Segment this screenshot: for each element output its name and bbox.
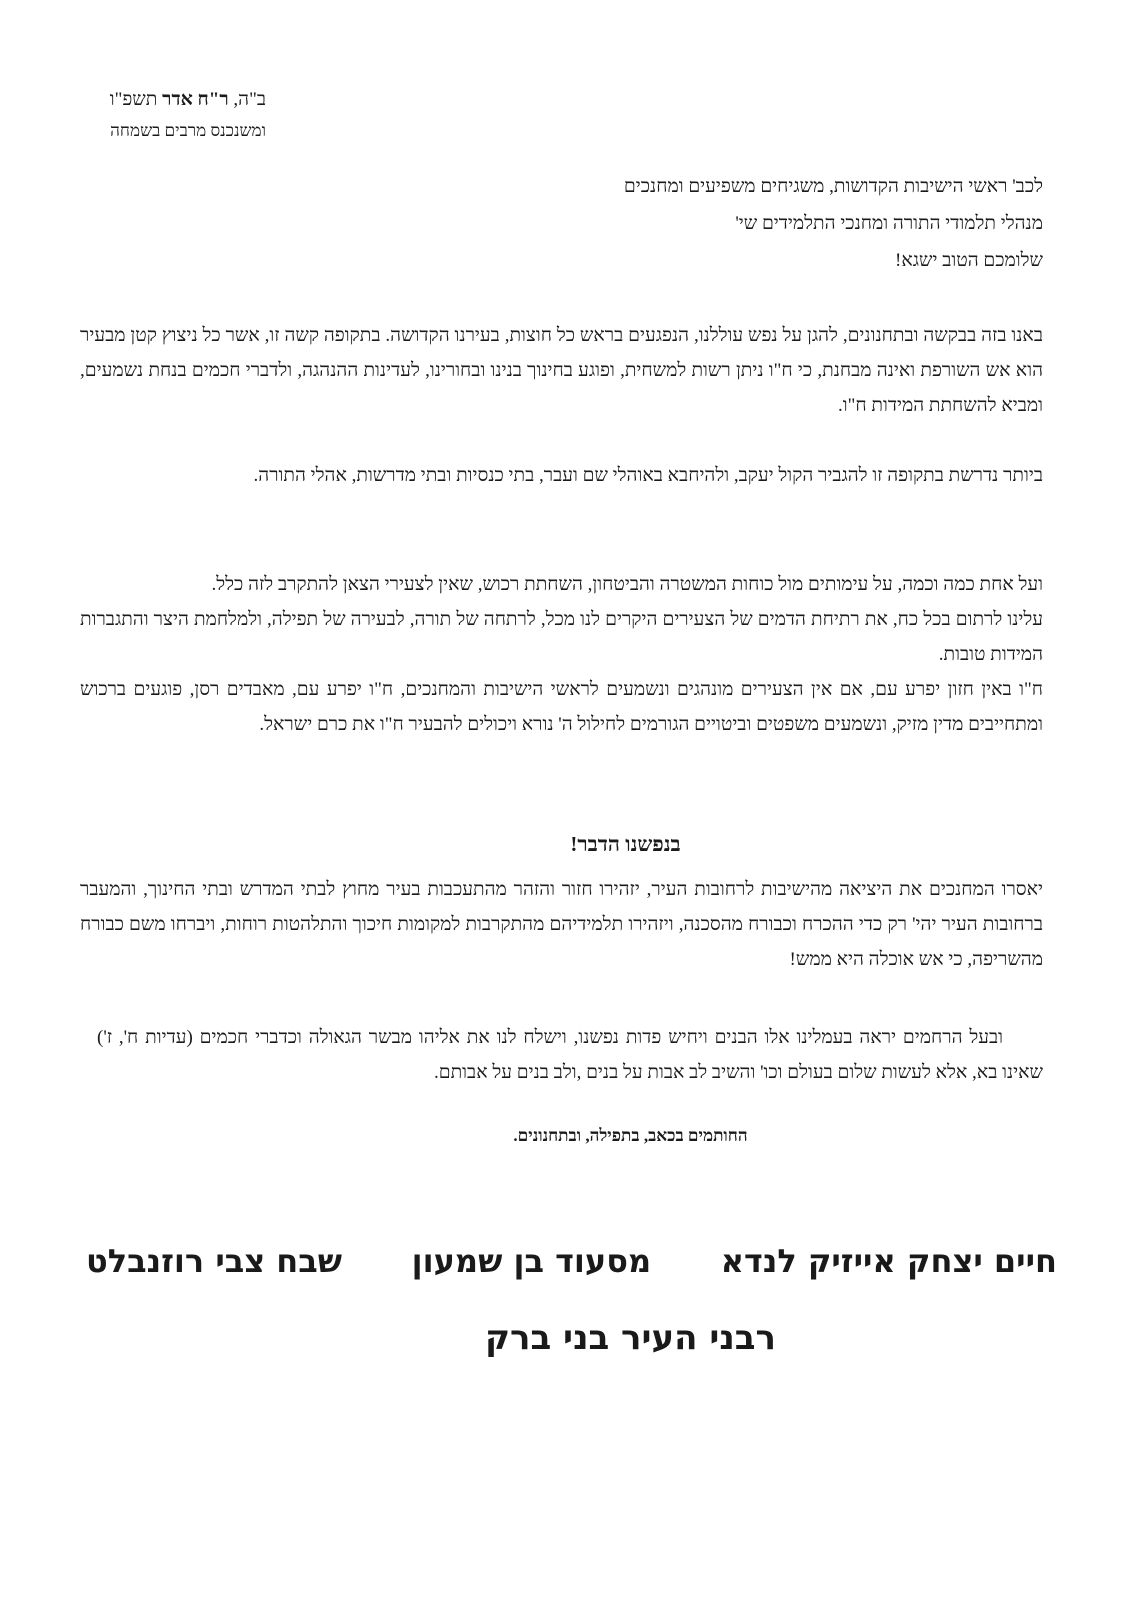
addressee-line-1: לכב' ראשי הישיבות הקדושות, משגיחים משפיעים ומחנכים [623,176,1043,197]
signature-landau: חיים יצחק אייזיק לנדא [720,1242,1057,1280]
signature-ben-shimon: מסעוד בן שמעון [411,1242,652,1280]
paragraph-3c: ח"ו באין חזון יפרע עם, אם אין הצעירים מונהגים ונשמעים לראשי הישיבות והמחנכים, ח"ו יפרע עם, מאבדים רסן, פוגעים ברכוש ומתחייבים מדין מזיק, ונשמעים משפטים וביטויים הגורמים לחילול ה' נורא ויכולים להבעיר ח"ו את כרם ישראל. [80,679,1043,735]
date-block [66,84,266,146]
paragraph-2: ביותר נדרשת בתקופה זו להגביר הקול יעקב, ולהיחבא באוהלי שם ועבר, בתי כנסיות ובתי מדרשות, אהלי התורה. [253,465,1043,486]
section-heading: בנפשנו הדבר! [570,832,681,856]
paragraph-3 [80,567,1043,742]
addressee-line-2: מנהלי תלמודי התורה ומחנכי התלמידים שי' [735,213,1043,234]
hebrew-date [66,84,266,116]
signature-rosenblatt: שבח צבי רוזנבלט [86,1242,343,1280]
date-main: ר"ח אדר [162,89,229,110]
salutation: שלומכם הטוב ישגא! [895,250,1043,271]
paragraph-3a: ועל אחת כמה וכמה, על עימותים מול כוחות המשטרה והביטחון, השחתת רכוש, שאין לצעירי הצאן להתקרב לזה כלל. [211,574,1043,595]
paragraph-5: ובעל הרחמים יראה בעמלינו אלו הבנים ויחיש פדות נפשנו, וישלח לנו את אליהו מבשר הגאולה וכדברי חכמים (עדיות ח', ז') שאינו בא, אלא לעשות שלום בעולם וכו' והשיב לב אבות על בנים ,ולב בנים על אבותם. [97,1027,1043,1083]
paragraph-1: באנו בזה בבקשה ובתחנונים, להגן על נפש עוללנו, הנפגעים בראש כל חוצות, בעירנו הקדושה. בתקופה קשה זו, אשר כל ניצוץ קטן מבעיר הוא אש השורפת ואינה מבחנת, כי ח"ו ניתן רשות למשחית, ופוגע בחינוך בנינו ובחורינו, לעדינות ההנהגה, ולדברי חכמים בנחת נשמעים, ומביא להשחתת המידות ח"ו. [80,325,1043,416]
date-prefix: ב"ה, [233,89,266,110]
signatories-title: רבני העיר בני ברק [484,1318,776,1358]
paragraph-3b: עלינו לרתום בכל כח, את רתיחת הדמים של הצעירים היקרים לנו מכל, לרתחה של תורה, לבעירה של תפילה, ולמלחמת היצר והתגברות המידות טובות. [80,609,1043,665]
closing-line: החותמים בכאב, בתפילה, ובתחנונים. [513,1126,748,1145]
adar-greeting: ומשנכנס מרבים בשמחה [110,121,266,140]
addressee-block [483,168,1043,279]
date-year: תשפ"ו [109,89,158,110]
signatures-row [86,1242,1057,1280]
paragraph-4: יאסרו המחנכים את היציאה מהישיבות לרחובות העיר, יזהירו חזור והזהר מהתעכבות בעיר מחוץ לבתי המדרש ובתי החינוך, והמעבר ברחובות העיר יהי' רק כדי ההכרח וכבורח מהסכנה, ויזהירו תלמידיהם מהתקרבות למקומות חיכוך והתלהטות רוחות, ויברחו משם כבורח מהשריפה, כי אש אוכלה היא ממש! [80,879,1043,970]
